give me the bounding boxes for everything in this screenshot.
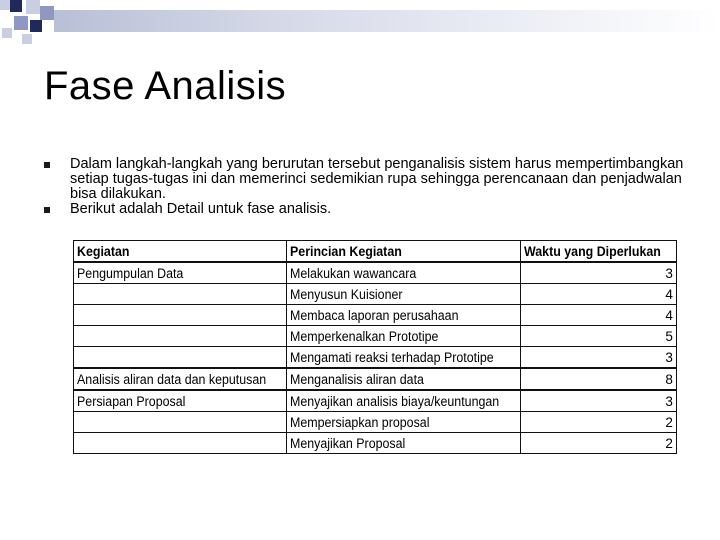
table-cell: 5 xyxy=(521,326,677,347)
table-cell xyxy=(74,305,287,326)
table-cell xyxy=(74,433,287,454)
table-cell xyxy=(74,326,287,347)
table-cell xyxy=(74,284,287,305)
deco-square xyxy=(22,34,32,44)
table-row xyxy=(74,262,677,284)
table-cell: Menyajikan Proposal xyxy=(286,433,520,454)
table-cell: 4 xyxy=(521,305,677,326)
deco-square xyxy=(30,20,42,32)
table-cell: Membaca laporan perusahaan xyxy=(286,305,520,326)
table-cell: Memperkenalkan Prototipe xyxy=(286,326,520,347)
table-cell: Mempersiapkan proposal xyxy=(286,412,520,433)
table-header-row xyxy=(74,241,677,263)
column-header-waktu: Waktu yang Diperlukan xyxy=(521,241,677,263)
deco-square xyxy=(10,0,22,12)
table-cell: Pengumpulan Data xyxy=(74,262,287,284)
table-cell: Analisis aliran data dan keputusan xyxy=(74,368,287,390)
bullet-item xyxy=(44,157,684,202)
table-cell: 3 xyxy=(521,347,677,369)
column-header-perincian: Perincian Kegiatan xyxy=(286,241,520,263)
column-header-kegiatan: Kegiatan xyxy=(74,241,287,263)
table-cell: Mengamati reaksi terhadap Prototipe xyxy=(286,347,520,369)
table-row xyxy=(74,305,677,326)
table-cell: 2 xyxy=(521,412,677,433)
bullet-text: Dalam langkah-langkah yang berurutan tersebut penganalisis sistem harus mempertimbangkan setiap tugas-tugas ini dan memerinci sedemikian rupa sehingga perencanaan dan penjadwalan bisa dilakukan. xyxy=(70,156,684,202)
table-row xyxy=(74,284,677,305)
table-row xyxy=(74,368,677,390)
deco-square xyxy=(0,0,10,10)
table-row xyxy=(74,347,677,369)
bullet-list xyxy=(44,157,684,217)
bullet-text: Berikut adalah Detail untuk fase analisis. xyxy=(70,201,332,217)
square-bullet-icon xyxy=(44,162,50,168)
bullet-item xyxy=(44,202,684,217)
analysis-detail-table xyxy=(73,240,677,454)
deco-square xyxy=(14,16,28,30)
table-cell: Menganalisis aliran data xyxy=(286,368,520,390)
header-decoration xyxy=(0,0,720,48)
header-gradient-band xyxy=(54,10,720,32)
slide-title: Fase Analisis xyxy=(44,64,287,108)
table-cell: Menyajikan analisis biaya/keuntungan xyxy=(286,390,520,412)
table-cell: 2 xyxy=(521,433,677,454)
table-row xyxy=(74,412,677,433)
deco-square xyxy=(26,0,40,14)
table-cell: Persiapan Proposal xyxy=(74,390,287,412)
table-cell: Melakukan wawancara xyxy=(286,262,520,284)
table-cell xyxy=(74,412,287,433)
table-cell xyxy=(74,347,287,369)
deco-square xyxy=(2,28,12,38)
table-row xyxy=(74,390,677,412)
table-row xyxy=(74,326,677,347)
table-cell: 3 xyxy=(521,390,677,412)
table-cell: 3 xyxy=(521,262,677,284)
deco-square xyxy=(40,6,54,20)
table-cell: 8 xyxy=(521,368,677,390)
table-row xyxy=(74,433,677,454)
table-cell: Menyusun Kuisioner xyxy=(286,284,520,305)
square-bullet-icon xyxy=(44,207,50,213)
table-cell: 4 xyxy=(521,284,677,305)
